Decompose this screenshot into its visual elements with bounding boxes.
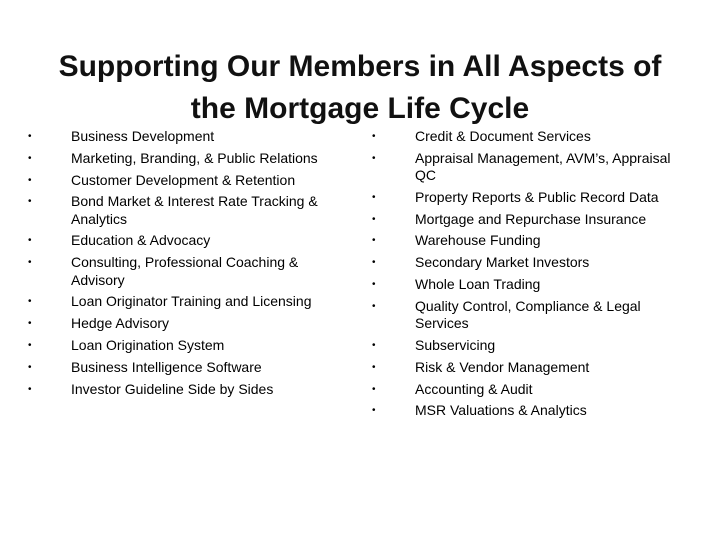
title-line-2: the Mortgage Life Cycle xyxy=(190,92,530,126)
list-item xyxy=(28,193,348,228)
list-item-text: Hedge Advisory xyxy=(71,315,170,332)
list-item xyxy=(28,150,348,167)
list-item-text: Marketing, Branding, & Public Relations xyxy=(71,149,318,166)
list-item-text: Secondary Market Investors xyxy=(415,254,590,271)
list-item-text: Consulting, Professional Coaching & Advisory xyxy=(71,254,299,288)
list-item xyxy=(372,276,692,293)
bullet-icon: • xyxy=(372,152,376,164)
list-item xyxy=(372,254,692,271)
bullet-icon: • xyxy=(372,279,376,291)
bullet-icon: • xyxy=(372,339,376,351)
list-item xyxy=(372,381,692,398)
bullet-icon: • xyxy=(28,296,32,308)
list-item xyxy=(372,337,692,354)
list-item xyxy=(372,359,692,376)
list-item xyxy=(28,359,348,376)
bullet-icon: • xyxy=(372,213,376,225)
list-item xyxy=(28,128,348,145)
list-item-text: Subservicing xyxy=(415,336,496,353)
bullet-icon: • xyxy=(372,405,376,417)
list-item-text: MSR Valuations & Analytics xyxy=(415,402,587,419)
bullet-icon: • xyxy=(372,191,376,203)
list-item-text: Property Reports & Public Record Data xyxy=(415,188,659,205)
bullet-icon: • xyxy=(372,235,376,247)
bullet-icon: • xyxy=(28,174,32,186)
list-item-text: Bond Market & Interest Rate Tracking & Analytics xyxy=(71,193,318,227)
list-item xyxy=(372,189,692,206)
list-item-text: Appraisal Management, AVM’s, Appraisal QC xyxy=(415,149,671,184)
list-item xyxy=(372,150,692,185)
bullet-icon: • xyxy=(372,300,376,312)
bullet-icon: • xyxy=(28,131,32,142)
list-item xyxy=(372,128,692,145)
list-item-text: Customer Development & Retention xyxy=(71,171,296,188)
list-item xyxy=(28,315,348,332)
bullet-icon: • xyxy=(372,361,376,373)
list-item xyxy=(28,232,348,249)
bullet-icon: • xyxy=(28,235,32,247)
bullet-icon: • xyxy=(28,257,32,269)
list-item-text: Investor Guideline Side by Sides xyxy=(71,380,274,397)
list-item xyxy=(28,293,348,310)
list-item xyxy=(372,402,692,419)
list-item xyxy=(372,211,692,228)
list-item-text: Loan Origination System xyxy=(71,336,225,353)
slide-title xyxy=(20,46,700,130)
bullet-icon: • xyxy=(28,318,32,330)
list-item xyxy=(372,232,692,249)
list-item-text: Business Development xyxy=(71,128,215,144)
bullet-icon: • xyxy=(28,196,32,208)
list-item-text: Loan Originator Training and Licensing xyxy=(71,293,312,310)
list-item xyxy=(372,298,692,333)
bullet-icon: • xyxy=(28,383,32,395)
bullet-icon: • xyxy=(372,257,376,269)
list-item-text: Risk & Vendor Management xyxy=(415,358,590,375)
bullet-icon: • xyxy=(28,361,32,373)
list-item-text: Whole Loan Trading xyxy=(415,276,541,293)
list-item-text: Mortgage and Repurchase Insurance xyxy=(415,210,647,227)
list-item-text: Business Intelligence Software xyxy=(71,358,262,375)
left-service-list xyxy=(28,128,348,402)
bullet-icon: • xyxy=(372,131,376,142)
list-item-text: Warehouse Funding xyxy=(415,232,541,249)
list-item-text: Quality Control, Compliance & Legal Services xyxy=(415,297,641,332)
list-item-text: Education & Advocacy xyxy=(71,232,211,249)
bullet-icon: • xyxy=(28,339,32,351)
bullet-icon: • xyxy=(372,383,376,395)
list-item xyxy=(28,337,348,354)
list-item xyxy=(28,172,348,189)
list-item xyxy=(28,254,348,289)
list-item xyxy=(28,381,348,398)
title-line-1: Supporting Our Members in All Aspects of xyxy=(58,50,662,84)
bullet-icon: • xyxy=(28,152,32,164)
list-item-text: Credit & Document Services xyxy=(415,128,591,144)
list-item-text: Accounting & Audit xyxy=(415,380,533,397)
right-service-list xyxy=(372,128,692,424)
